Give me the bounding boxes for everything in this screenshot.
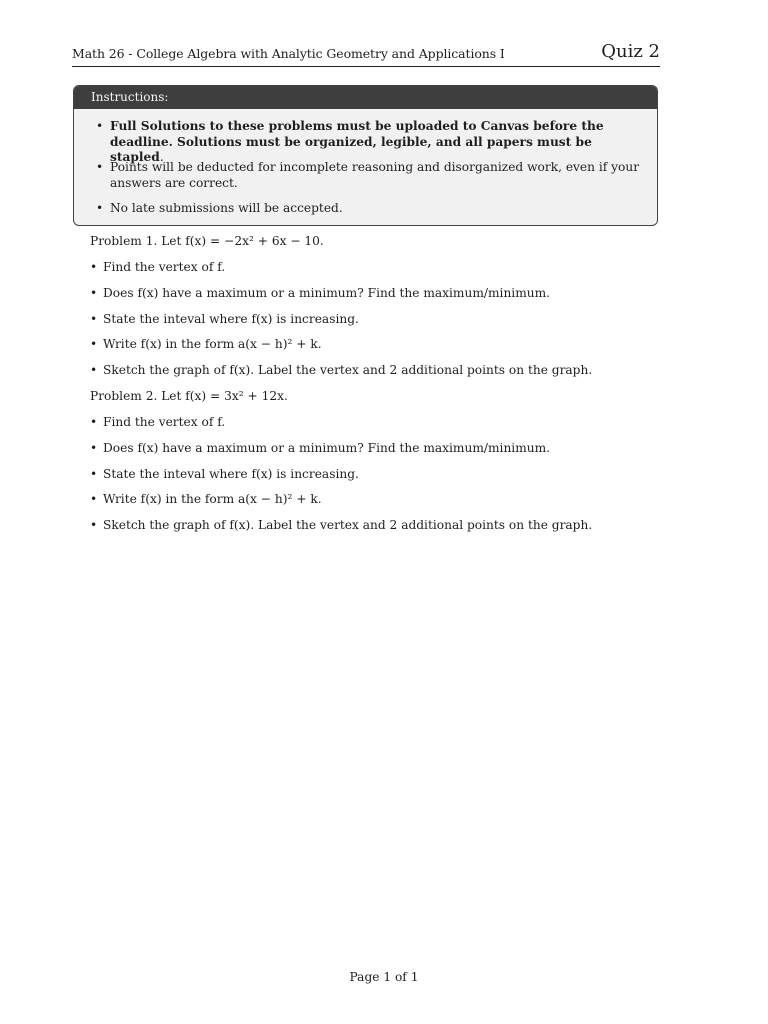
task-text: Does f(x) have a maximum or a minimum? Find the maximum/minimum. (103, 441, 551, 455)
task-text: Sketch the graph of f(x). Label the vertex and 2 additional points on the graph. (103, 518, 593, 532)
bullet-icon: • (96, 160, 104, 174)
bullet-icon: • (90, 312, 98, 326)
list-item (90, 415, 225, 429)
course-title: Math 26 - College Algebra with Analytic Geometry and Applications I (72, 46, 505, 61)
list-item (90, 492, 322, 506)
bullet-icon: • (90, 518, 98, 532)
bullet-icon: • (90, 337, 98, 351)
instructions-title: Instructions: (74, 86, 657, 109)
task-text: State the inteval where f(x) is increasing. (103, 312, 359, 326)
bullet-icon: • (90, 363, 98, 377)
instruction-period: . (159, 150, 164, 164)
task-text: Find the vertex of f. (103, 260, 226, 274)
instruction-text: Points will be deducted for incomplete reasoning and disorganized work, even if your answers are correct. (110, 160, 640, 190)
list-item (90, 286, 550, 300)
list-item (90, 312, 359, 326)
problem-1-title: Problem 1. Let f(x) = −2x² + 6x − 10. (90, 234, 324, 248)
list-item (90, 467, 359, 481)
task-text: Sketch the graph of f(x). Label the vertex and 2 additional points on the graph. (103, 363, 593, 377)
list-item (90, 441, 550, 455)
list-item (90, 260, 225, 274)
bullet-icon: • (90, 260, 98, 274)
problem-2-title: Problem 2. Let f(x) = 3x² + 12x. (90, 389, 288, 403)
instruction-item (96, 160, 640, 191)
instruction-bold-text: Full Solutions to these problems must be uploaded to Canvas before the deadline. Solutions must be organized, legible, and all papers must be stapled (110, 119, 604, 164)
bullet-icon: • (90, 467, 98, 481)
task-text: Find the vertex of f. (103, 415, 226, 429)
list-item (90, 363, 592, 377)
page-number: Page 1 of 1 (349, 970, 419, 984)
bullet-icon: • (96, 201, 104, 215)
bullet-icon: • (90, 286, 98, 300)
instructions-box (73, 85, 658, 226)
task-text: Does f(x) have a maximum or a minimum? Find the maximum/minimum. (103, 286, 551, 300)
bullet-icon: • (90, 441, 98, 455)
task-text: Write f(x) in the form a(x − h)² + k. (103, 337, 322, 351)
instruction-item (96, 119, 640, 166)
page-header (72, 40, 660, 67)
bullet-icon: • (96, 119, 104, 133)
list-item (90, 337, 322, 351)
list-item (90, 518, 592, 532)
quiz-title: Quiz 2 (601, 41, 660, 62)
task-text: State the inteval where f(x) is increasing. (103, 467, 359, 481)
bullet-icon: • (90, 492, 98, 506)
bullet-icon: • (90, 415, 98, 429)
instruction-text: No late submissions will be accepted. (110, 201, 343, 215)
instruction-item (96, 201, 640, 217)
task-text: Write f(x) in the form a(x − h)² + k. (103, 492, 322, 506)
